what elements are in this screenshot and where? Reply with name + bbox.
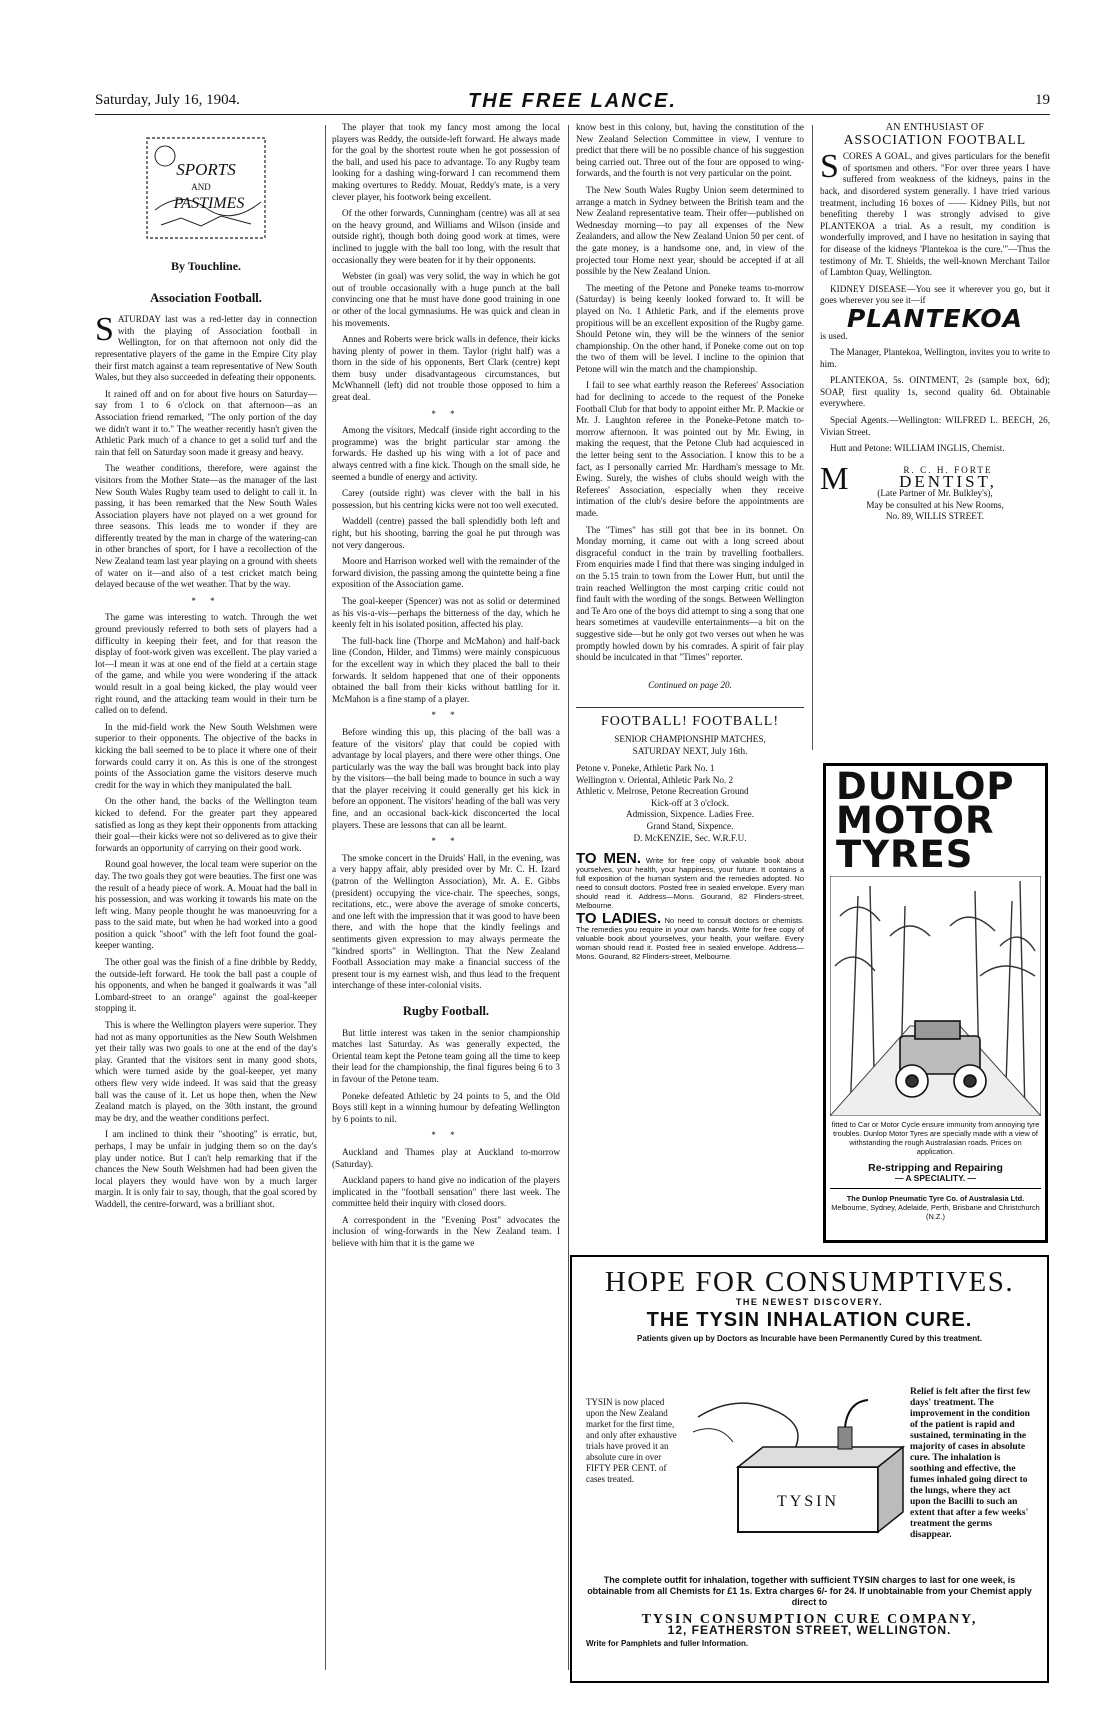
column-4 xyxy=(820,122,1050,523)
section-break: * * xyxy=(431,1130,461,1141)
column-divider xyxy=(812,125,813,750)
tysin-box-label: TYSIN xyxy=(776,1493,840,1510)
tysin-company: TYSIN CONSUMPTION CURE COMPANY, xyxy=(641,1612,978,1627)
article-paragraph: know best in this colony, but, having the constitution of the New Zealand Selection Committee in view, I venture to predict that there will be no possible chance of his suggestion being carried out. Three out of the four are opposed to wing-forwards, and the fourth is not very particular on the point. xyxy=(576,122,804,179)
issue-date: Saturday, July 16, 1904. xyxy=(95,92,240,108)
advert-paragraph: PLANTEKOA, 5s. OINTMENT, 2s (sample box, 6d); SOAP, first quality 1s, second quality 6d. Obtainable everywhere. xyxy=(820,375,1050,409)
tysin-note: Patients given up by Doctors as Incurable have been Permanently Cured by this treatment. xyxy=(637,1334,982,1343)
sports-pastimes-banner-illustration xyxy=(141,130,271,245)
article-paragraph: The "Times" has still got that bee in its bonnet. On Monday morning, it came out with a long screed about disgraceful conduct in the train by travelling footballers. From enquiries made I find that there was singing indulged in on the 5.15 train to town from the Lower Hutt, but until the train reached Wellington the most carping critic could not find fault with the wording of the songs. Between Wellington and Te Aro one of the boys did attempt to sing a song that one hears sometimes at vaudeville entertainments—a bit on the suggestive side—but he only got two verses out when he was promptly howled down by his comrades. A spirit of fair play should be inculcated in that "Times" reporter. xyxy=(576,524,804,663)
article-paragraph: Auckland and Thames play at Auckland to-morrow (Saturday). xyxy=(332,1146,560,1169)
article-paragraph: I am inclined to think their "shooting" is erratic, but, perhaps, I may be unfair in judging them so on the day's play under notice. But I can't help remarking that if the chances the New South Welshmen had had been given the local players they would have won by a much larger margin. It is only fair to say, though, that the goal scored by Waddell, the centre-forward, was a brilliant shot. xyxy=(95,1129,317,1209)
advert-paragraph: Hutt and Petone: WILLIAM INGLIS, Chemist. xyxy=(830,443,1005,454)
section-break: * * xyxy=(191,595,221,606)
plantekoa-ad-title: ASSOCIATION FOOTBALL xyxy=(843,131,1027,147)
plantekoa-ad-head: AN ENTHUSIAST OF xyxy=(885,122,985,133)
section-break: * * xyxy=(431,836,461,847)
article-paragraph: Waddell (centre) passed the ball splendidly both left and right, but his shooting, barring the goal he put through was not very dangerous. xyxy=(332,516,560,550)
article-paragraph: Poneke defeated Athletic by 24 points to 5, and the Old Boys still kept in a winning humour by defeating Wellington by 6 points to nil. xyxy=(332,1090,560,1124)
heading-association-football: Association Football. xyxy=(150,290,262,305)
section-break: * * xyxy=(431,408,461,419)
tysin-right-text: Relief is felt after the first few days' treatment. The improvement in the condition of the patient is rapid and sustained, terminating in the majority of cases in absolute cure. The inhalation is soothing and effective, the fumes inhaled going direct to the lungs, where they act upon the Bacilli to such an extent that after a few weeks' treatment the germs disappear. xyxy=(910,1387,1031,1540)
article-paragraph: On the other hand, the backs of the Wellington team kicked to defend. For the greater part they appeared satisfied as long as they kept their opponents from attacking their goal—their kicks were not so delivered as to give their forwards an opportunity of carrying on their good work. xyxy=(95,796,317,853)
tysin-bottom-block xyxy=(586,1575,1033,1649)
to-men-text: Write for free copy of valuable book about yourselves, your health, your happiness, your future. It contains a full exposition of the human system and the remedies adopted. No need to consult doctors. Posted free in sealed envelope. Every man should read it. Address—Mons. Gourand, 82 Flinders-street, Melbourne. xyxy=(576,856,804,911)
svg-text:PASTIMES: PASTIMES xyxy=(173,195,245,212)
football-notice-head: FOOTBALL! FOOTBALL! xyxy=(600,714,780,730)
fixture-line: Admission, Sixpence. Ladies Free. xyxy=(625,809,755,820)
tysin-left-text: TYSIN is now placed upon the New Zealand market for the first time, and only after exhaustive trials have proved it an absolute cure in over FIFTY PER CENT. of cases treated. xyxy=(586,1397,677,1484)
dentist-line: May be consulted at his New Rooms, xyxy=(866,499,1004,510)
dentist-line: No. 89, WILLIS STREET. xyxy=(885,511,985,522)
byline: By Touchline. xyxy=(170,259,242,273)
dunlop-repairing: Re-stripping and Repairing xyxy=(868,1162,1003,1174)
column-1 xyxy=(95,122,317,1216)
fixture-line: Athletic v. Melrose, Petone Recreation Ground xyxy=(576,786,749,797)
fixture-line: D. McKENZIE, Sec. W.R.F.U. xyxy=(633,832,747,843)
column-divider xyxy=(325,125,326,1670)
tysin-cure-title: THE TYSIN INHALATION CURE. xyxy=(646,1309,973,1331)
dunlop-cities: Melbourne, Sydney, Adelaide, Perth, Brisbane and Christchurch (N.Z.) xyxy=(831,1203,1040,1221)
dunlop-company: The Dunlop Pneumatic Tyre Co. of Australasia Ltd. xyxy=(846,1194,1025,1203)
article-paragraph: Before winding this up, this placing of the ball was a feature of the visitors' play that could be copied with advantage by local players, and there were other things. One particularly was the way the ball was brought back into play by the visitors—the ball being made to bounce in such a way that the player receiving it could generally get his kick in before an opponent. The visitors' heading of the ball was very fine, and an occasional back-kick disconcerted the local players. These are lessons that can all be learnt. xyxy=(332,726,560,830)
tysin-subheading: THE NEWEST DISCOVERY. xyxy=(735,1297,884,1307)
dunlop-motor-tyres-advert xyxy=(823,763,1048,1243)
to-men-title: TO MEN. xyxy=(576,850,642,868)
divider xyxy=(576,707,804,708)
article-paragraph: A correspondent in the "Evening Post" advocates the inclusion of wing-forwards in the New Zealand team. I believe with him that it is the game we xyxy=(332,1214,560,1249)
tysin-outfit-text: The complete outfit for inhalation, together with sufficient TYSIN charges to last for one week, is obtainable from all Chemists for £1 1s. Extra charges 6/- for 24. If unobtainable from your Chemist apply direct to xyxy=(587,1575,1032,1607)
tysin-address: 12, FEATHERSTON STREET, WELLINGTON. xyxy=(667,1623,952,1637)
tysin-inhaler-box-illustration xyxy=(678,1382,908,1562)
tysin-inhalation-cure-advert xyxy=(570,1255,1049,1683)
fixture-line: Wellington v. Oriental, Athletic Park No. 2 xyxy=(576,774,734,785)
to-men-advert xyxy=(576,850,804,911)
heading-rugby-football: Rugby Football. xyxy=(402,1003,490,1018)
article-paragraph: The goal-keeper (Spencer) was not as solid or determined as his vis-a-vis—perhaps the bitterness of the day, which he keenly felt in his isolated position, affected his play. xyxy=(332,595,560,630)
fixture-line: Kick-off at 3 o'clock. xyxy=(650,797,730,808)
column-2 xyxy=(332,122,560,1255)
advert-paragraph: Special Agents.—Wellington: WILFRED L. BEECH, 26, Vivian Street. xyxy=(820,415,1050,437)
article-paragraph: Annes and Roberts were brick walls in defence, their kicks having plenty of power in them. Taylor (right half) was a thorn in the side of his opponents, Bert Clark (centre) kept them busy under disadvantageous circumstances, but McWhannell (left) did not trouble those opposed to him a great deal. xyxy=(332,334,560,403)
to-ladies-title: TO LADIES. xyxy=(576,910,662,928)
article-paragraph: Carey (outside right) was clever with the ball in his possession, but his centring kicks were not too well executed. xyxy=(332,488,560,510)
motor-car-in-forest-illustration xyxy=(830,876,1041,1116)
article-paragraph: But little interest was taken in the senior championship matches last Saturday. As was generally expected, the Oriental team kept the Petone team going all the time to keep their lead for the championship, the final figures being 6 to 3 in favour of the Petone team. xyxy=(332,1027,560,1084)
section-break: * * xyxy=(431,710,461,721)
article-paragraph: This is where the Wellington players were superior. They had not as many opportunities as the New South Welshmen yet their tally was two goals to one at the end of the day's play. Granted that the visitors sent in many good shots, which were turned aside by the goal-keeper, yet many others flew very wide indeed. It was said that the greasy ball was the cause of it. Let us hope then, when the New Zealand match is played, on the 30th instant, the ground may be dry, and the weather conditions perfect. xyxy=(95,1020,317,1123)
football-notice-sub: SENIOR CHAMPIONSHIP MATCHES, xyxy=(614,733,766,744)
article-paragraph: The full-back line (Thorpe and McMahon) and half-back line (Condon, Hilder, and Timms) were mainly conspicuous for the excellent way in which they placed the ball to their forwards. It seldom happened that one of their opponents obtained the ball from their kicks without battling for it. McMahon is a fine stamp of a player. xyxy=(332,635,560,704)
article-paragraph: The New South Wales Rugby Union seem determined to arrange a match in Sydney between the British team and the New Zealand representative team. Their offer—published on Wednesday morning—to pay all expenses of the New Zealanders, and allow the New Zealand Union 50 per cent. of the gate money, is a handsome one, and, in view of the projected tour Home next year, should be accepted if at all possible by the New Zealand Union. xyxy=(576,184,804,277)
article-paragraph: Auckland papers to hand give no indication of the players implicated in the "football sensation" there last week. The committee held their inquiry with closed doors. xyxy=(332,1175,560,1209)
article-paragraph: The other goal was the finish of a fine dribble by Reddy, the outside-left forward. He took the ball past a couple of his opponents, and when he banged it goalwards it was "all Lombard-street to an orange" against the goal-keeper stopping it. xyxy=(95,957,317,1014)
fixture-line: Petone v. Poneke, Athletic Park No. 1 xyxy=(576,763,715,774)
to-ladies-advert xyxy=(576,910,804,962)
article-paragraph: Of the other forwards, Cunningham (centre) was all at sea on the heavy ground, and Williams and Wilson (inside and outside right), though both doing good work at times, were inclined to juggle with the ball too long, with the result that occasionally they were beaten for it by their opponents. xyxy=(332,208,560,265)
article-paragraph: The player that took my fancy most among the local players was Reddy, the outside-left forward. He always made for the goal by the shortest route when he got possession of the ball, and used his pace to advantage. To any Rugby team looking for a dashing wing-forward I can recommend them making overtures to Reddy. Mouat, Reddy's mate, is a very clever player, his footwork being excellent. xyxy=(332,122,560,202)
football-notice-sub: SATURDAY NEXT, July 16th. xyxy=(632,745,748,756)
fixture-line: Grand Stand, Sixpence. xyxy=(646,821,734,832)
dentist-title: DENTIST, xyxy=(899,472,997,492)
article-paragraph: The game was interesting to watch. Through the wet ground previously referred to both sets of players had a difficulty in keeping their feet, and for that reason the display of foot-work given was excellent. The play varied a lot—I mean it was at one end of the field at a certain stage of the game, and while you were wondering if the attack would result in a goal being kicked, the play would veer right round, and the attacking team would in their turn be called on to defend. xyxy=(95,612,317,716)
svg-text:AND: AND xyxy=(191,182,211,192)
dunlop-speciality: — A SPECIALITY. — xyxy=(894,1173,977,1183)
masthead xyxy=(95,92,1050,114)
tysin-write-for: Write for Pamphlets and fuller Information. xyxy=(586,1639,749,1648)
advert-paragraph: SCORES A GOAL, and gives particulars for the benefit of sportsmen and others. "For over three years I have suffered from weakness of the kidneys, pains in the back, and disordered system generally. I have tried various treatment, including 16 boxes of —— Kidney Pills, but not benefiting thereby I was strongly advised to give PLANTEKOA a trial. As a result, my condition is wonderfully improved, and I have no hesitation in saying that for disease of the kidneys 'Plantekoa is the cure.'"—Thus the testimony of Mr. T. Shields, the well-known Merchant Tailor of Lambton Quay, Wellington. xyxy=(820,148,1050,278)
column-3 xyxy=(576,122,804,961)
article-paragraph: The weather conditions, therefore, were against the visitors from the Mother State—as the manager of the last New South Wales Rugby team used to delight to call it. In passing, it has been remarked that the New South Wales Association players have not played on a wet ground for three seasons. This leads me to wonder if they are differently treated by the man in charge of the watering-can in other branches of sport, for I have a recollection of the New Zealand team last year playing on a ground with sheets of water on it—and also of a test cricket match being delayed because of the wet weather. That by the way. xyxy=(95,463,317,590)
newspaper-title: THE FREE LANCE. xyxy=(468,90,677,112)
advert-paragraph: is used. xyxy=(820,330,848,341)
article-paragraph: In the mid-field work the New South Welshmen were superior to their opponents. The objective of the backs in kicking the ball seemed to be to place it where one of their forwards could carry it on. As this is one of the strongest points of the Association game the visitors deserve much credit for the way in which they manipulated the ball. xyxy=(95,721,317,790)
article-paragraph: SATURDAY last was a red-letter day in connection with the playing of Association football in Wellington, for on that afternoon not only did the representative players of the game in the Empire City play their first match against a team representative of New South Wales, but they also succeeded in defeating their opponents. xyxy=(95,311,317,383)
to-ladies-text: No need to consult doctors or chemists. The remedies you require in your own hands. Write for free copy of valuable book about yourselves, your health, your welfare. Every woman should read it. Posted free in sealed envelope. Address—Mons. Gourand, 82 Flinders-street, Melbourne. xyxy=(576,916,804,962)
football-fixtures-notice xyxy=(576,716,804,844)
dentist-name: R. C. H. FORTE xyxy=(903,464,993,475)
dunlop-heading: DUNLOP MOTOR TYRES xyxy=(836,765,1015,876)
advert-paragraph: KIDNEY DISEASE—You see it wherever you go, but it goes wherever you see it—if xyxy=(820,283,1050,306)
divider xyxy=(830,1188,1041,1189)
column-divider xyxy=(568,125,569,1670)
article-paragraph: The smoke concert in the Druids' Hall, in the evening, was a very happy affair, ably presided over by Mr. C. H. Izard (patron of the Wellington Association), Mr. A. E. Gibbs (president) occupying the vice-chair. The speeches, songs, recitations, etc., were above the average of smoke concerts, and one left with the impression that it was good to have been there, and with the hope that the kindly feelings and sentiments given expression to may always permeate the "kindred sports" in Wellington. That the New Zealand Football Association may make a financial success of the present tour is my earnest wish, and thus lead to the frequent interchange of these inter-colonial visits. xyxy=(332,852,560,991)
dentist-line: (Late Partner of Mr. Bulkley's), xyxy=(877,488,993,499)
article-paragraph: Moore and Harrison worked well with the remainder of the forward division, the passing among the quintette being a fine exposition of the Association game. xyxy=(332,556,560,590)
dentist-initial: M xyxy=(820,459,849,496)
article-paragraph: Among the visitors, Medcalf (inside right according to the programme) was the bright particular star among the forwards. He dashed up his wing with a lot of pace and always centred with a fine kick. Though on the small side, he seemed a bundle of energy and activity. xyxy=(332,425,560,482)
dunlop-description: fitted to Car or Motor Cycle ensure immunity from annoying tyre troubles. Dunlop Motor Tyres are specially made with a view of withstanding the rough Australasian roads. Prices on application. xyxy=(831,1120,1040,1156)
tysin-heading: HOPE FOR CONSUMPTIVES. xyxy=(604,1266,1015,1298)
article-paragraph: Round goal however, the local team were superior on the day. The two goals they got were beauties. The first one was the result of a heady piece of work. A. Mouat had the ball in his possession, and was working it towards his mate on the left wing. Many people thought he was manoeuvring for a pass to the said mate, but when he had worked into a good position a quick "shoot" with the left foot found the goal-keeper wanting. xyxy=(95,859,317,951)
advert-paragraph: The Manager, Plantekoa, Wellington, invites you to write to him. xyxy=(820,347,1050,369)
plantekoa-logo: PLANTEKOA xyxy=(846,303,1024,333)
drop-cap: S xyxy=(95,311,114,349)
masthead-rule xyxy=(95,114,1050,115)
article-paragraph: The meeting of the Petone and Poneke teams to-morrow (Saturday) is being keenly looked forward to. It will be played on No. 1 Athletic Park, and if the elements prove propitious will be an excellent exposition of the Rugby game. Should Petone win, they will be the winners of the senior championship. On the other hand, if Poneke come out on top the two of them will be level. I incline to the opinion that Petone will win the match and the championship. xyxy=(576,282,804,374)
svg-text:SPORTS: SPORTS xyxy=(176,160,236,179)
article-paragraph: I fail to see what earthly reason the Referees' Association had for declining to accede to the request of the Poneke Football Club for that body to appoint either Mr. P. Mackie or Mr. J. Laughton referee in the Poneke-Petone match to-morrow afternoon. It was pointed out by Mr. Ewing, in making the request, that the Petone Club had acquiesced in the letter being sent to the Association. I know this to be a fact, as I personally carried Mr. Hardham's message to Mr. Ewing. Surely, the wishes of clubs should weigh with the Referees' Association, especially when they receive intimation of the club's desire before the appointments are made. xyxy=(576,380,804,518)
continued-note: Continued on page 20. xyxy=(648,679,732,690)
article-paragraph: It rained off and on for about five hours on Saturday—say from 1 to 6 o'clock on that afternoon—as an Association friend remarked, "The only portion of the day we didn't want it to." The weather recently hasn't given the Athletic Park much of a chance to get a solid turf and the rain that fell on Saturday soon made it greasy and heavy. xyxy=(95,388,317,457)
page-number: 19 xyxy=(1035,92,1050,108)
article-paragraph: Webster (in goal) was very solid, the way in which he got out of trouble occasionally with a huge punch at the ball convincing one that he must have done good training in one or other of the local gymnasiums. He was quick and clean in his movements. xyxy=(332,271,560,328)
drop-cap: S xyxy=(820,148,839,186)
